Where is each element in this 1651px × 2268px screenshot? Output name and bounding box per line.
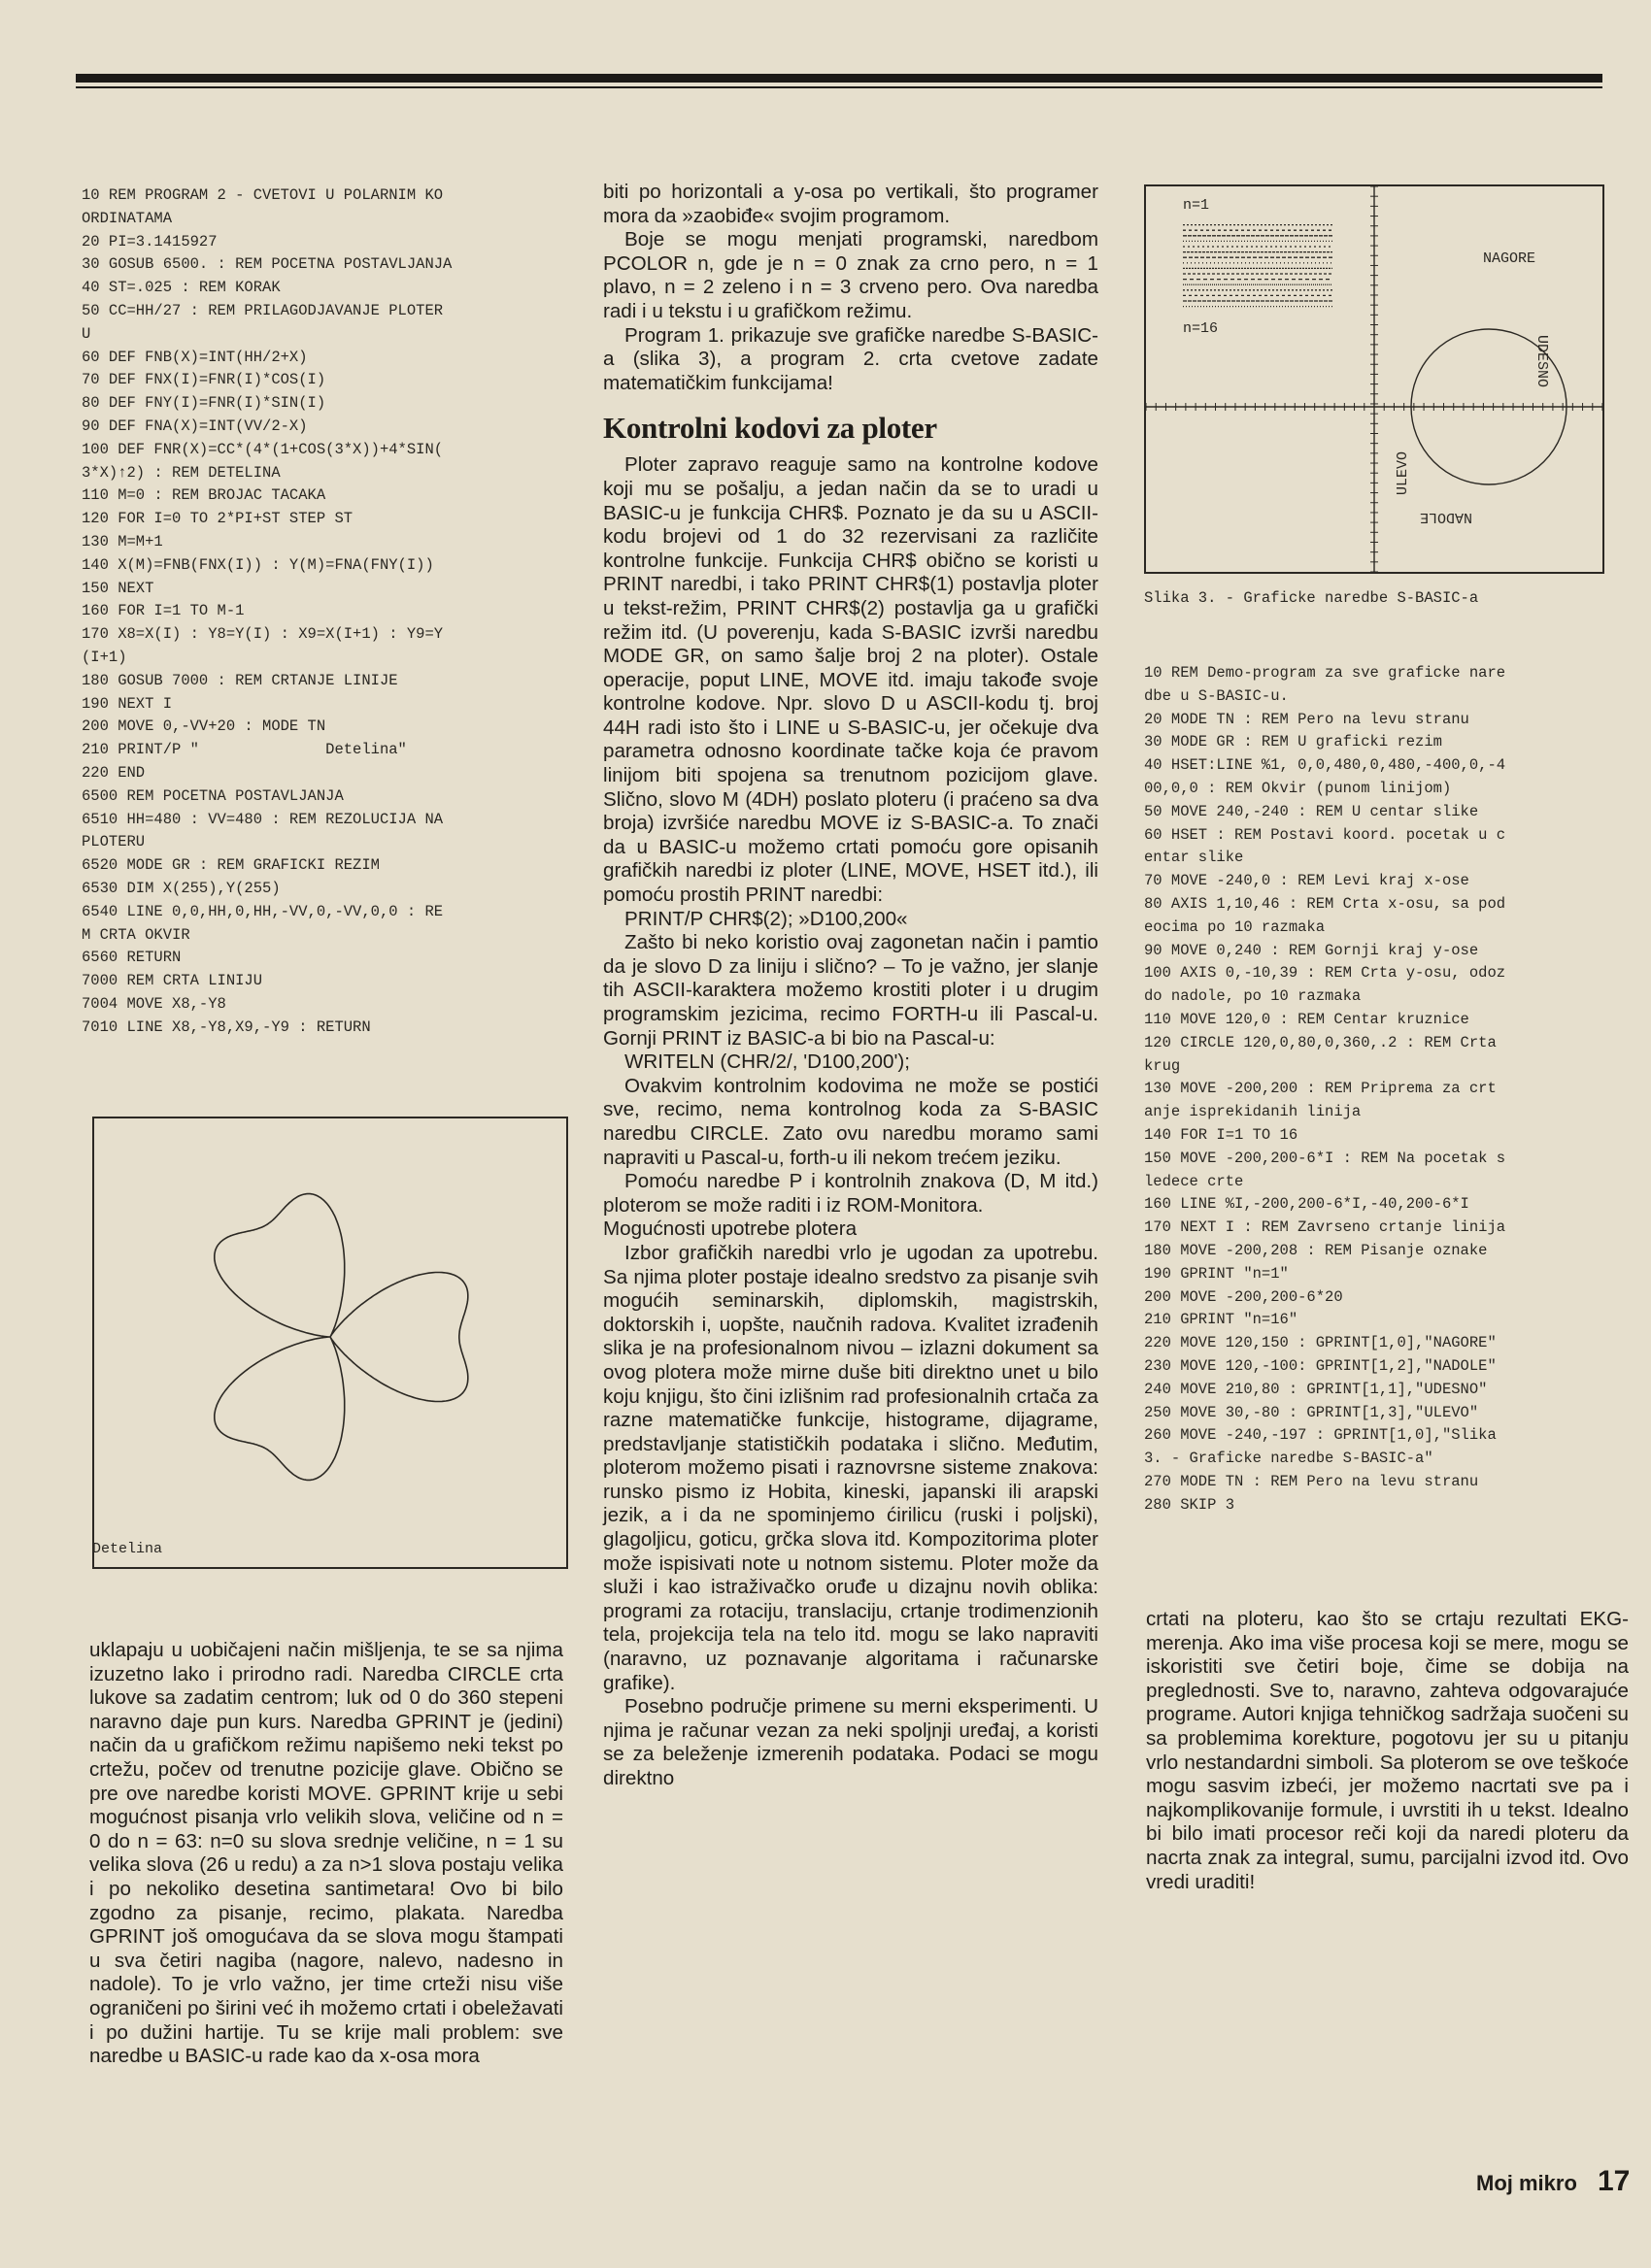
- code-line: 60 HSET : REM Postavi koord. pocetak u c: [1144, 825, 1506, 844]
- magazine-name: Moj mikro: [1476, 2171, 1577, 2195]
- code-line: 230 MOVE 120,-100: GPRINT[1,2],"NADOLE": [1144, 1356, 1497, 1375]
- code-line-pascal: WRITELN (CHR/2/, 'D100,200');: [624, 1051, 910, 1074]
- code-line: 20 PI=3.1415927: [82, 232, 218, 250]
- mid-paragraph-6: Ovakvim kontrolnim kodovima ne može se postići sve, recimo, nema kontrolnog koda za S-BASIC naredbu CIRCLE. Zato ovu naredbu moramo sami napraviti u Pascal-u, forth-u ili nekom trećem jeziku.: [603, 1074, 1098, 1169]
- code-line: 170 X8=X(I) : Y8=Y(I) : X9=X(I+1) : Y9=Y: [82, 625, 444, 644]
- label-n16: n=16: [1183, 320, 1219, 337]
- code-line: 260 MOVE -240,-197 : GPRINT[1,0],"Slika: [1144, 1426, 1497, 1445]
- code-line: ledece crte: [1144, 1172, 1244, 1190]
- code-line: 140 FOR I=1 TO 16: [1144, 1125, 1298, 1144]
- code-line: 70 MOVE -240,0 : REM Levi kraj x-ose: [1144, 872, 1469, 890]
- code-line: 270 MODE TN : REM Pero na levu stranu: [1144, 1472, 1479, 1490]
- label-nadole: NADOLE: [1420, 509, 1473, 525]
- code-line: 90 MOVE 0,240 : REM Gornji kraj y-ose: [1144, 941, 1479, 959]
- mid-paragraph-1: biti po horizontali a y-osa po vertikali, što programer mora da »zaobiđe« svojim programom.: [603, 181, 1098, 227]
- code-line: 200 MOVE -200,200-6*20: [1144, 1287, 1343, 1306]
- mid-paragraph-8: Izbor grafičkih naredbi vrlo je ugodan za upotrebu. Sa njima ploter postaje idealno sredstvo za pisanje svih mogućih seminarskih, diplomskih, magistrskih, doktorskih i, uopšte, naučnih radova. Kvalitet izrađenih slika je na profesionalnom nivou – izlazni dokument sa ovog plotera može mirne duše biti direktno unet u bilo koju knjigu, što čini izlišnim rad profesionalnih crtača za razne matematičke funkcije, histograme, dijagrame, predstavljanje statističkih podataka i slično. Međutim, ploterom možemo pisati i raznovrsne sisteme znakova: runsko pismo iz Hobita, kineski, japanski ili arapski jezik, a i da ne spominjemo ćirilicu (ruski i poljski), glagoljicu, goticu, grčka slova itd. Kompozitorima ploter može ispisivati note u notnom sistemu. Ploter može da služi i kao istraživačko oruđe u dizajnu novih oblika: programi za rotaciju, translaciju, crtanje trodimenzionih tela, projekcija tela na telo itd. mogu se lako napraviti (naravno, uz poznavanje algoritama i računarske grafike).: [603, 1241, 1098, 1694]
- code-line: eocima po 10 razmaka: [1144, 917, 1326, 936]
- code-line: 100 AXIS 0,-10,39 : REM Crta y-osu, odoz: [1144, 964, 1506, 983]
- middle-column: [603, 181, 1098, 1791]
- clover-figure: [92, 1117, 568, 1569]
- top-rule: [76, 74, 1602, 83]
- code-line: M CRTA OKVIR: [82, 925, 190, 944]
- code-line: 6560 RETURN: [82, 949, 182, 967]
- code-line: 50 CC=HH/27 : REM PRILAGODJAVANJE PLOTER: [82, 301, 444, 319]
- code-line: 120 CIRCLE 120,0,80,0,360,.2 : REM Crta: [1144, 1033, 1497, 1051]
- code-line: 150 NEXT: [82, 579, 154, 597]
- code-line: U: [82, 324, 91, 343]
- code-line: 90 DEF FNA(X)=INT(VV/2-X): [82, 417, 308, 435]
- code-line: anje isprekidanih linija: [1144, 1103, 1362, 1121]
- code-line: 30 GOSUB 6500. : REM POCETNA POSTAVLJANJA: [82, 255, 453, 274]
- code-line: 120 FOR I=0 TO 2*PI+ST STEP ST: [82, 510, 354, 528]
- code-line: 130 M=M+1: [82, 532, 163, 550]
- mid-paragraph-5: Zašto bi neko koristio ovaj zagonetan način i pamtio da je slovo D za liniju i slično? – To je važno, jer slanje tih ASCII-karaktera možemo krostiti ploter i u drugim programskim jezicima, recimo FORTH-u ili Pascal-u. Gornji PRINT iz BASIC-a bi bio na Pascal-u:: [603, 931, 1098, 1050]
- code-line: 6540 LINE 0,0,HH,0,HH,-VV,0,-VV,0,0 : RE: [82, 902, 444, 920]
- code-line: 130 MOVE -200,200 : REM Priprema za crt: [1144, 1080, 1497, 1098]
- code-line: 210 PRINT/P " Detelina": [82, 741, 407, 759]
- code-line: 180 MOVE -200,208 : REM Pisanje oznake: [1144, 1241, 1488, 1259]
- code-line: 150 MOVE -200,200-6*I : REM Na pocetak s: [1144, 1149, 1506, 1167]
- left-bottom-column: [89, 1639, 563, 2069]
- code-line: PLOTERU: [82, 833, 146, 851]
- code-line: 180 GOSUB 7000 : REM CRTANJE LINIJE: [82, 671, 398, 689]
- code-line: do nadole, po 10 razmaka: [1144, 987, 1362, 1006]
- code-line: 7010 LINE X8,-Y8,X9,-Y9 : RETURN: [82, 1017, 371, 1036]
- code-line: ORDINATAMA: [82, 209, 173, 227]
- label-udesno: UDESNO: [1533, 335, 1550, 388]
- code-line: 220 END: [82, 763, 146, 782]
- left-bottom-paragraph: uklapaju u uobičajeni način mišljenja, te se sa njima izuzetno lako i prirodno radi. Naredba CIRCLE crta lukove sa zadatim centrom; luk od 0 do 360 stepeni naravno daje pun kurs. Naredba GPRINT je (jedini) način da u grafičkom režimu napišemo neki tekst po crtežu, počev od trenutne pozicije glave. Obično se pre ove naredbe koristi MOVE. GPRINT krije u sebi mogućnost pisanja vrlo velikih slova, veličine od n = 0 do n = 63: n=0 su slova srednje veličine, n = 1 su velika slova (26 u redu) a za n>1 slova postaju velika i po nekoliko desetina santimetara! Ovo bi bilo zgodno za pisanje, recimo, plakata. Naredba GPRINT još omogućava da se slova mogu štampati u sva četiri nagiba (nagore, nalevo, nadesno in nadole). To je vrlo važno, jer time crteži nisu više ograničeni po širini već ih možemo crtati i obeležavati i po dužini hartije. Tu se krije mali problem: sve naredbe u BASIC-u rade kao da x-osa mora: [89, 1639, 563, 2068]
- section-heading: Kontrolni kodovi za ploter: [603, 411, 937, 446]
- code-line: 6510 HH=480 : VV=480 : REM REZOLUCIJA NA: [82, 810, 444, 828]
- label-n1: n=1: [1183, 197, 1210, 214]
- code-line: 200 MOVE 0,-VV+20 : MODE TN: [82, 717, 326, 736]
- code-line: 190 NEXT I: [82, 694, 173, 713]
- label-ulevo: ULEVO: [1395, 450, 1411, 495]
- code-line: 110 M=0 : REM BROJAC TACAKA: [82, 486, 326, 505]
- mid-paragraph-4: Ploter zapravo reaguje samo na kontrolne kodove koji mu se pošalju, a jedan način da se to uradi u BASIC-u je funkcija CHR$. Poznato je da su u ASCII-kodu brojevi od 1 do 32 rezervisani za različite kontrolne funkcije. Funkcija CHR$ obično se koristi u PRINT naredbi, i tako PRINT CHR$(1) postavlja ploter u tekst-režim, PRINT CHR$(2) postavlja ga u grafički režim itd. (U poverenju, kada S-BASIC izvrši naredbu MODE GR, on samo šalje broj 2 na ploter). Ostale operacije, poput LINE, MOVE itd. imaju takođe svoje kontrolne kodove. Npr. slovo D u ASCII-kodu tj. broj 44H radi isto što i LINE u S-BASIC-u, jer očekuje dva parametra odnosno koordinate tačke koja će pravom linijom biti spojena sa trenutnom pozicijom glave. Slično, slovo M (4DH) poslato ploteru (i praćeno sa dva broja) izvršiće naredbu MOVE iz S-BASIC-a. To znači da u BASIC-u možemo crtati pomoću gore opisanih grafičkih naredbi iz ploter (LINE, MOVE, HSET itd.), ili pomoću prostih PRINT naredbi:: [603, 453, 1098, 907]
- code-line: 280 SKIP 3: [1144, 1495, 1235, 1514]
- code-line: 00,0,0 : REM Okvir (punom linijom): [1144, 779, 1452, 797]
- mid-paragraph-9: Posebno područje primene su merni eksperimenti. U njima je računar vezan za neki spoljnji uređaj, a koristi se za beleženje izmerenih podataka. Podaci se mogu direktno: [603, 1695, 1098, 1789]
- top-rule-thin: [76, 86, 1602, 88]
- code-line: 250 MOVE 30,-80 : GPRINT[1,3],"ULEVO": [1144, 1403, 1479, 1421]
- code-line: krug: [1144, 1056, 1181, 1075]
- right-bottom-paragraph: crtati na ploteru, kao što se crtaju rezultati EKG-merenja. Ako ima više procesa koji se mere, mogu se iskoristiti sve četiri boje, čime se dobija na preglednosti. Sve to, naravno, zahteva odgovarajuće programe. Autori knjiga tehničkog sadržaja suočeni su sa problemima korekture, pogotovu jer su u pitanju vrlo nestandardni simboli. Sa ploterom se ove teškoće mogu sasvim izbeći, jer možemo nacrtati sve pa i najkomplikovanije formule, i uvrstiti ih u tekst. Idealno bi bilo imati procesor reči koji da naredi ploteru da nacrta znak za integral, sumu, parcijalni izvod itd. Ovo vredi uraditi!: [1146, 1608, 1629, 1893]
- clover-curve: [215, 1194, 468, 1481]
- code-line: 60 DEF FNB(X)=INT(HH/2+X): [82, 348, 308, 366]
- code-line: 50 MOVE 240,-240 : REM U centar slike: [1144, 802, 1479, 820]
- code-line: (I+1): [82, 648, 127, 666]
- mid-paragraph-2: Boje se mogu menjati programski, naredbom PCOLOR n, gde je n = 0 znak za crno pero, n = 1 plavo, n = 2 zeleno i n = 3 crveno pero. Ova naredba radi i u tekstu i u grafičkom režimu.: [603, 228, 1098, 322]
- code-line: 6530 DIM X(255),Y(255): [82, 879, 281, 897]
- label-nagore: NAGORE: [1483, 250, 1536, 267]
- figure-caption: Slika 3. - Graficke naredbe S-BASIC-a: [1144, 589, 1479, 607]
- code-line: entar slike: [1144, 849, 1244, 867]
- demo-program-listing: [1144, 662, 1505, 1517]
- code-line: 7000 REM CRTA LINIJU: [82, 972, 263, 990]
- code-line: 20 MODE TN : REM Pero na levu stranu: [1144, 710, 1469, 728]
- mid-paragraph-3: Program 1. prikazuje sve grafičke naredbe S-BASIC-a (slika 3), a program 2. crta cvetove zadate matematičkim funkcijama!: [603, 323, 1098, 394]
- code-line: 220 MOVE 120,150 : GPRINT[1,0],"NAGORE": [1144, 1334, 1497, 1352]
- code-line: 7004 MOVE X8,-Y8: [82, 994, 226, 1013]
- mid-paragraph-7: Pomoću naredbe P i kontrolnih znakova (D, M itd.) ploterom se može raditi i iz ROM-Monitora.: [603, 1170, 1098, 1217]
- code-line: 3. - Graficke naredbe S-BASIC-a": [1144, 1450, 1433, 1468]
- code-line: 170 NEXT I : REM Zavrseno crtanje linija: [1144, 1218, 1506, 1237]
- code-line: 6500 REM POCETNA POSTAVLJANJA: [82, 786, 344, 805]
- code-line: 110 MOVE 120,0 : REM Centar kruznice: [1144, 1010, 1469, 1028]
- clover-plot: [94, 1118, 566, 1567]
- code-line: 10 REM Demo-program za sve graficke nare: [1144, 664, 1506, 682]
- code-line: 70 DEF FNX(I)=FNR(I)*COS(I): [82, 371, 326, 389]
- code-line: 80 DEF FNY(I)=FNR(I)*SIN(I): [82, 394, 326, 413]
- code-line: dbe u S-BASIC-u.: [1144, 686, 1289, 705]
- code-line: 40 HSET:LINE %1, 0,0,480,0,480,-400,0,-4: [1144, 756, 1506, 775]
- code-line: 100 DEF FNR(X)=CC*(4*(1+COS(3*X))+4*SIN(: [82, 440, 444, 458]
- subheading: Mogućnosti upotrebe plotera: [603, 1217, 858, 1241]
- code-line-basic: PRINT/P CHR$(2); »D100,200«: [624, 907, 908, 930]
- code-line: 80 AXIS 1,10,46 : REM Crta x-osu, sa pod: [1144, 894, 1506, 913]
- code-line: 30 MODE GR : REM U graficki rezim: [1144, 733, 1442, 751]
- clover-caption: Detelina: [92, 1541, 163, 1557]
- code-line: 140 X(M)=FNB(FNX(I)) : Y(M)=FNA(FNY(I)): [82, 555, 434, 574]
- code-line: 190 GPRINT "n=1": [1144, 1264, 1289, 1283]
- page-number: 17: [1598, 2165, 1631, 2197]
- code-line: 6520 MODE GR : REM GRAFICKI REZIM: [82, 856, 380, 875]
- right-bottom-column: [1146, 1608, 1629, 1894]
- code-line: 10 REM PROGRAM 2 - CVETOVI U POLARNIM KO: [82, 186, 444, 204]
- program-2-listing: [82, 184, 452, 1039]
- code-line: 3*X)↑2) : REM DETELINA: [82, 463, 281, 482]
- code-line: 210 GPRINT "n=16": [1144, 1311, 1298, 1329]
- code-line: 160 FOR I=1 TO M-1: [82, 602, 245, 620]
- code-line: 160 LINE %I,-200,200-6*I,-40,200-6*I: [1144, 1195, 1469, 1214]
- code-line: 40 ST=.025 : REM KORAK: [82, 279, 281, 297]
- code-line: 240 MOVE 210,80 : GPRINT[1,1],"UDESNO": [1144, 1380, 1488, 1398]
